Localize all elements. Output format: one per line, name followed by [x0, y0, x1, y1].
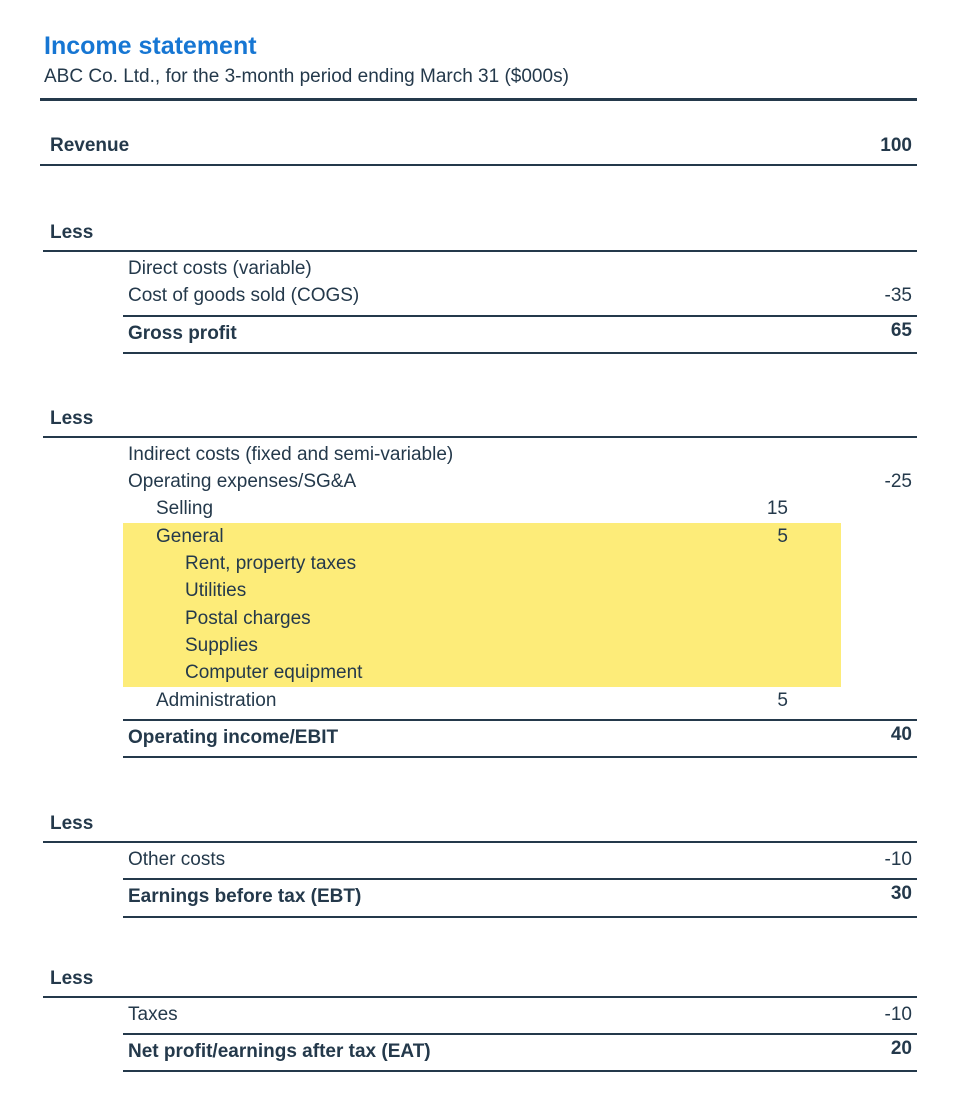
less-header — [43, 810, 917, 843]
line-item-label: Computer equipment — [185, 662, 363, 684]
page-subtitle: ABC Co. Ltd., for the 3-month period ending March 31 ($000s) — [44, 66, 569, 87]
line-item-label: Indirect costs (fixed and semi-variable) — [128, 443, 454, 465]
section-net-profit — [40, 965, 917, 1073]
total-row-eat — [123, 1035, 917, 1072]
line-item-label: Direct costs (variable) — [128, 258, 312, 279]
line-item-label: Utilities — [185, 580, 247, 602]
document-header — [40, 0, 917, 101]
line-items — [123, 843, 917, 880]
line-item-value: -25 — [884, 471, 912, 493]
line-item-highlighted — [123, 550, 917, 577]
line-item-label: Other costs — [128, 849, 226, 871]
line-item-subtotal-value: 15 — [766, 498, 788, 520]
line-item-highlighted — [123, 523, 917, 550]
line-item-label: Postal charges — [185, 607, 311, 629]
line-item-label: Operating expenses/SG&A — [128, 471, 357, 493]
line-item-value: -35 — [884, 285, 912, 307]
line-items — [123, 998, 917, 1035]
total-label: Gross profit — [128, 322, 237, 344]
line-item-label: Selling — [156, 498, 214, 520]
less-label: Less — [50, 813, 94, 835]
less-label: Less — [50, 407, 94, 429]
line-item-label: General — [156, 525, 224, 547]
line-item-subtotal-value: 5 — [777, 689, 788, 711]
line-item — [123, 468, 917, 495]
line-item-value: -10 — [884, 849, 912, 871]
line-item — [123, 282, 917, 309]
total-label: Earnings before tax (EBT) — [128, 886, 362, 908]
less-label: Less — [50, 222, 94, 243]
line-item — [123, 441, 917, 468]
line-item-label: Administration — [156, 689, 277, 711]
line-item — [123, 687, 917, 714]
line-item — [123, 255, 917, 282]
line-item — [123, 1001, 917, 1028]
less-header — [43, 965, 917, 998]
section-operating-income — [40, 405, 917, 758]
line-items — [123, 438, 917, 721]
total-value: 65 — [890, 319, 912, 341]
total-value: 20 — [890, 1038, 912, 1060]
page-title: Income statement — [44, 32, 257, 60]
revenue-row — [40, 132, 917, 166]
section-earnings-before-tax — [40, 810, 917, 918]
total-value: 30 — [890, 883, 912, 905]
line-item-highlighted — [123, 605, 917, 632]
total-row-gross-profit — [123, 317, 917, 354]
line-item — [123, 846, 917, 873]
revenue-label: Revenue — [50, 135, 130, 156]
less-header — [43, 405, 917, 438]
revenue-value: 100 — [880, 135, 912, 156]
line-item-subtotal-value: 5 — [777, 525, 788, 547]
line-item-label: Taxes — [128, 1003, 178, 1025]
line-item-highlighted — [123, 659, 917, 686]
line-item-highlighted — [123, 632, 917, 659]
total-label: Operating income/EBIT — [128, 726, 339, 748]
less-label: Less — [50, 967, 94, 989]
total-value: 40 — [890, 723, 912, 745]
line-item — [123, 495, 917, 522]
total-label: Net profit/earnings after tax (EAT) — [128, 1041, 431, 1063]
line-item-highlighted — [123, 577, 917, 604]
section-gross-profit — [40, 219, 917, 354]
total-row-operating-income — [123, 721, 917, 758]
line-item-value: -10 — [884, 1003, 912, 1025]
line-item-label: Supplies — [185, 634, 258, 656]
total-row-ebt — [123, 880, 917, 917]
less-header — [43, 219, 917, 252]
line-item-label: Rent, property taxes — [185, 553, 357, 575]
line-item-label: Cost of goods sold (COGS) — [128, 285, 360, 307]
line-items — [123, 252, 917, 317]
